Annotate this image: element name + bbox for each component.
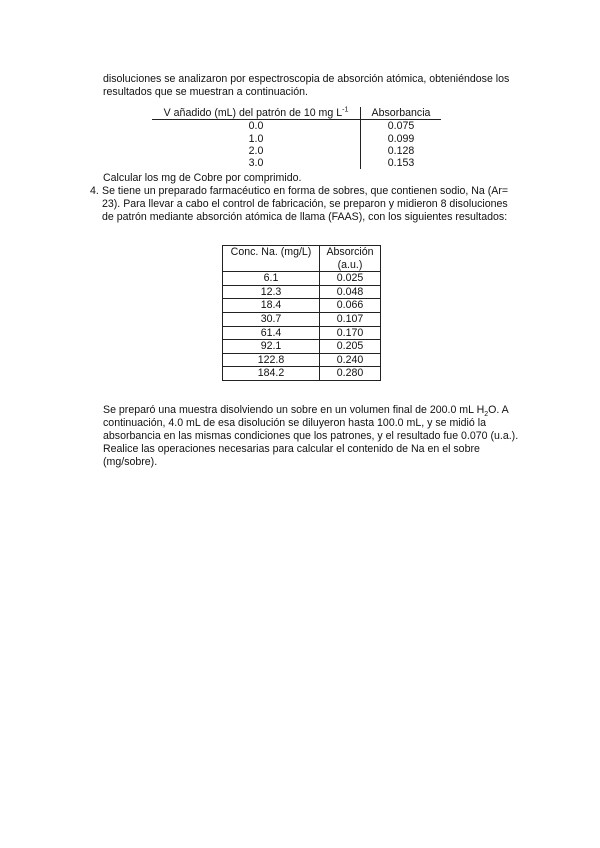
intro-line: resultados que se muestran a continuación. <box>103 86 308 98</box>
absorption-cell: 0.240 <box>320 353 381 367</box>
closing-line: absorbancia en las mismas condiciones que los patrones, y el resultado fue 0.070 (u.a.). <box>103 430 519 442</box>
absorption-cell: 0.280 <box>320 367 381 381</box>
table-row <box>223 340 381 354</box>
concentration-cell: 30.7 <box>223 312 320 326</box>
table-row <box>152 133 441 145</box>
concentration-cell: 6.1 <box>223 272 320 286</box>
concentration-cell: 12.3 <box>223 285 320 299</box>
table-header-row <box>152 107 441 120</box>
question4-text <box>102 185 547 224</box>
header-concentration: Conc. Na. (mg/L) <box>223 246 320 272</box>
table-row <box>223 285 381 299</box>
table-row <box>152 157 441 169</box>
closing-line: (mg/sobre). <box>103 456 158 468</box>
closing-line: Realice las operaciones necesarias para calcular el contenido de Na en el sobre <box>103 443 480 455</box>
question4-line: de patrón mediante absorción atómica de llama (FAAS), con los siguientes resultados: <box>102 211 508 223</box>
header-absorption <box>320 246 381 272</box>
question4-line: Se tiene un preparado farmacéutico en forma de sobres, que contienen sodio, Na (Ar= <box>102 185 509 197</box>
absorbance-cell: 0.153 <box>387 157 415 170</box>
header-volume: V añadido (mL) del patrón de 10 mg $L^{-1}$ <box>152 107 361 120</box>
closing-line: continuación, 4.0 mL de esa disolución se diluyeron hasta 100.0 mL, y se midió la <box>103 417 486 429</box>
concentration-cell: 184.2 <box>223 367 320 381</box>
closing-line: Se preparó una muestra disolviendo un sobre en un volumen final de 200.0 mL $H_2O$. A <box>103 404 509 419</box>
volume-cell: 2.0 <box>152 145 361 157</box>
intro-paragraph <box>103 73 543 99</box>
absorbance-cell: 0.128 <box>387 144 415 157</box>
absorbance-cell: 0.099 <box>387 132 415 145</box>
concentration-cell: 61.4 <box>223 326 320 340</box>
volume-absorbance-table <box>152 107 441 169</box>
table-row <box>223 312 381 326</box>
absorption-cell: 0.170 <box>320 326 381 340</box>
absorption-cell: 0.205 <box>320 340 381 354</box>
question4-line: 23). Para llevar a cabo el control de fabricación, se preparon y midieron 8 disoluciones <box>102 198 508 210</box>
table-header-row <box>223 246 381 272</box>
concentration-cell: 122.8 <box>223 353 320 367</box>
table-row <box>152 145 441 157</box>
volume-cell: 3.0 <box>152 157 361 169</box>
absorbance-cell: 0.075 <box>387 120 415 133</box>
absorption-cell: 0.048 <box>320 285 381 299</box>
volume-cell: 0.0 <box>152 120 361 133</box>
concentration-cell: 18.4 <box>223 299 320 313</box>
concentration-cell: 92.1 <box>223 340 320 354</box>
question3-end: Calcular los mg de Cobre por comprimido. <box>103 172 302 184</box>
absorption-cell: 0.066 <box>320 299 381 313</box>
absorption-cell: 0.025 <box>320 272 381 286</box>
table-row <box>223 299 381 313</box>
header-absorption-line: Absorción <box>326 246 374 258</box>
table-row <box>223 272 381 286</box>
intro-line: disoluciones se analizaron por espectroscopia de absorción atómica, obteniéndose los <box>103 73 510 85</box>
table-row <box>223 326 381 340</box>
sodium-calibration-table <box>222 245 381 381</box>
table-row <box>152 120 441 133</box>
table-row <box>223 353 381 367</box>
header-absorption-unit: (a.u.) <box>337 258 363 271</box>
question4-number: 4. <box>90 185 99 197</box>
volume-cell: 1.0 <box>152 133 361 145</box>
table-row <box>223 367 381 381</box>
header-absorbance: Absorbancia <box>361 107 442 120</box>
closing-paragraph <box>103 404 531 469</box>
absorption-cell: 0.107 <box>320 312 381 326</box>
